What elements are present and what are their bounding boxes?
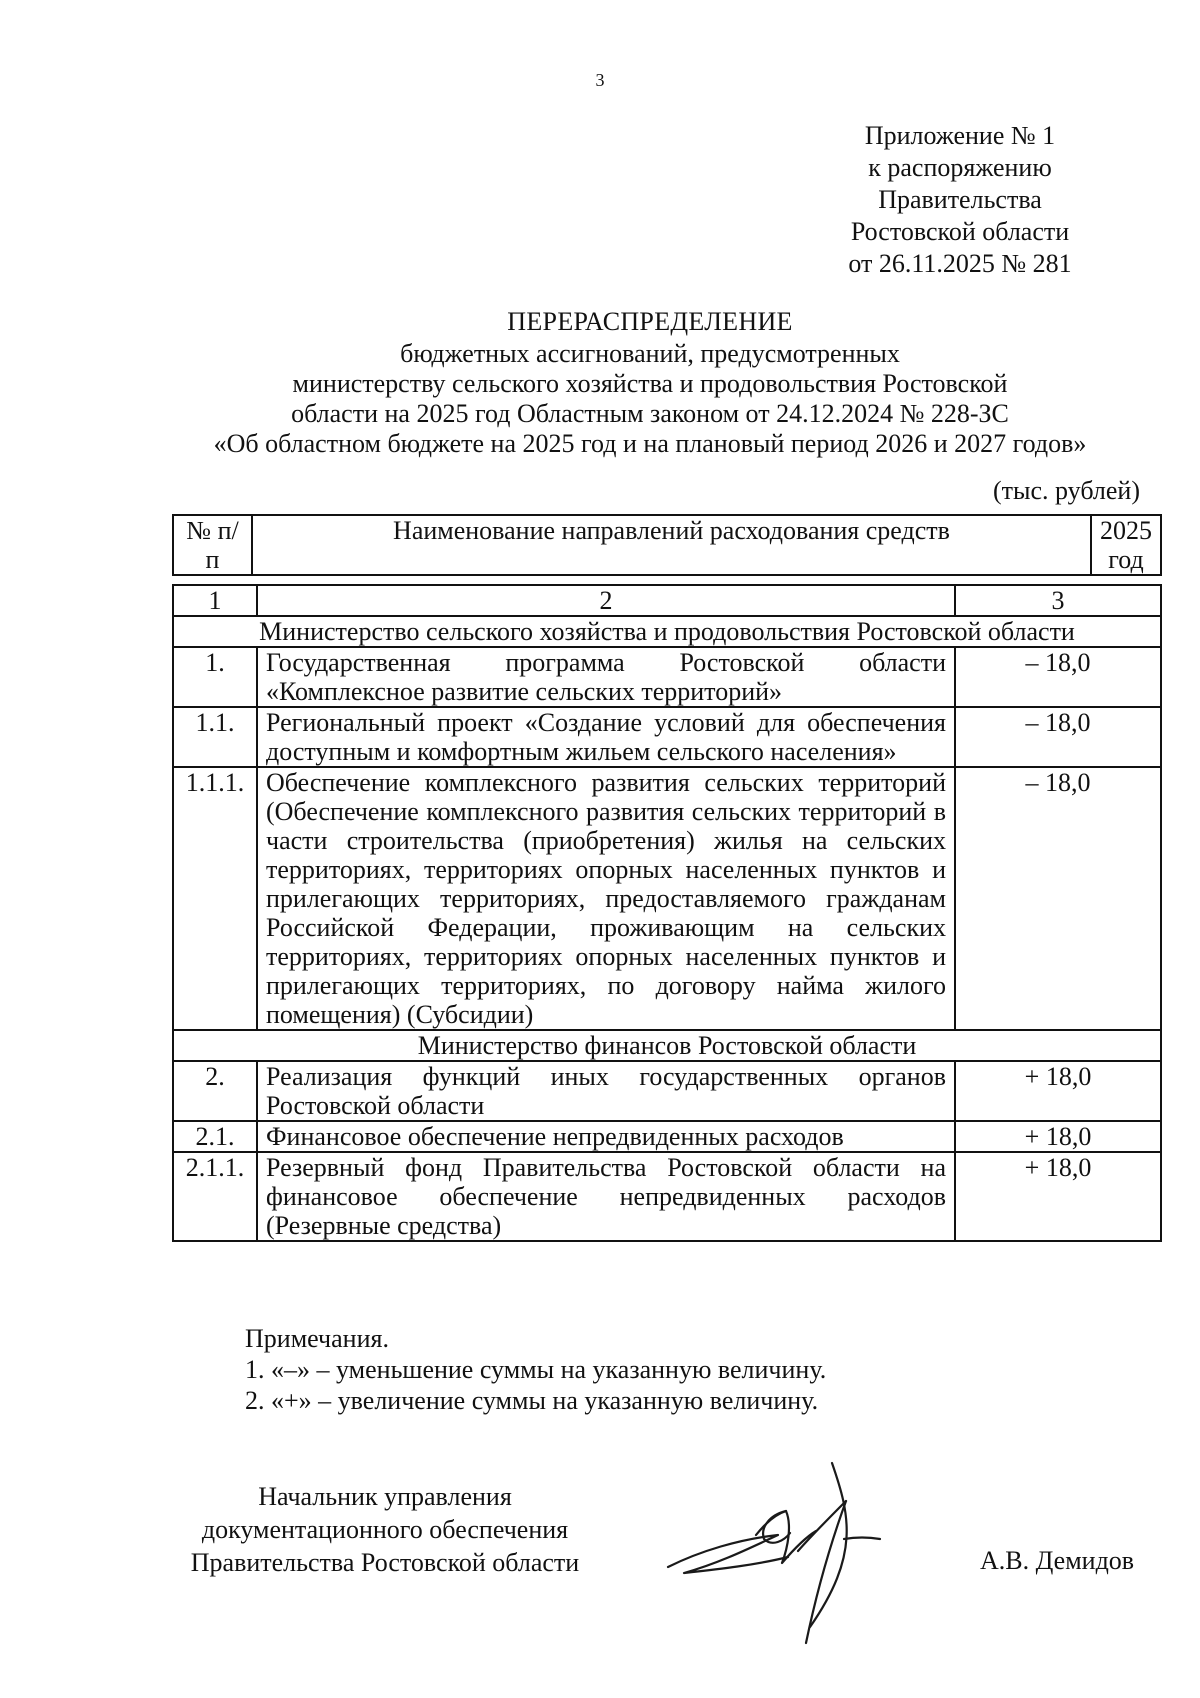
row-value: + 18,0 [955, 1121, 1161, 1152]
table-row [173, 707, 1161, 767]
table-row [173, 1121, 1161, 1152]
budget-table [172, 584, 1162, 1242]
annex-line: Ростовской области [850, 217, 1070, 246]
table-row [173, 647, 1161, 707]
col-number: 1 [173, 585, 257, 616]
row-num: 2.1.1. [173, 1152, 257, 1241]
signer-position-line: Правительства Ростовской области [190, 1548, 580, 1577]
heading-line: области на 2025 год Областным законом от 24.12.2024 № 228-ЗС [291, 399, 1009, 428]
notes-block [245, 1323, 826, 1416]
heading-line: министерству сельского хозяйства и продовольствия Ростовской [292, 369, 1008, 398]
row-value: – 18,0 [955, 767, 1161, 1030]
department-name: Министерство сельского хозяйства и продовольствия Ростовской области [173, 616, 1161, 647]
row-num: 1.1. [173, 707, 257, 767]
annex-line: Приложение № 1 [864, 121, 1056, 150]
document-title: ПЕРЕРАСПРЕДЕЛЕНИЕ [507, 307, 793, 336]
annex-line: Правительства [878, 185, 1042, 214]
row-name: Финансовое обеспечение непредвиденных расходов [257, 1121, 955, 1152]
table-row [173, 1152, 1161, 1241]
row-num: 1.1.1. [173, 767, 257, 1030]
department-row [173, 1030, 1161, 1061]
header-row [173, 515, 1161, 575]
department-row [173, 616, 1161, 647]
handwritten-signature [660, 1455, 920, 1645]
row-name: Резервный фонд Правительства Ростовской области на финансовое обеспечение непредвиденных расходов (Резервные средства) [257, 1152, 955, 1241]
col-number: 3 [955, 585, 1161, 616]
header-name: Наименование направлений расходования средств [252, 515, 1091, 575]
signer-position [155, 1480, 615, 1579]
header-num: № п/п [173, 515, 252, 575]
col-number: 2 [257, 585, 955, 616]
units-label: (тыс. рублей) [992, 476, 1140, 505]
row-num: 1. [173, 647, 257, 707]
row-name: Региональный проект «Создание условий для обеспечения доступным и комфортным жильем сельского населения» [257, 707, 955, 767]
heading-line: «Об областном бюджете на 2025 год и на плановый период 2026 и 2027 годов» [213, 429, 1087, 458]
note-item: 1. «–» – уменьшение суммы на указанную величину. [245, 1355, 827, 1384]
signer-position-line: Начальник управления [258, 1482, 512, 1511]
annex-line: к распоряжению [868, 153, 1052, 182]
row-num: 2.1. [173, 1121, 257, 1152]
notes-title: Примечания. [245, 1324, 389, 1353]
document-heading [150, 307, 1150, 459]
heading-line: бюджетных ассигнований, предусмотренных [400, 339, 900, 368]
row-value: – 18,0 [955, 647, 1161, 707]
row-name: Обеспечение комплексного развития сельских территорий (Обеспечение комплексного развития сельских территорий в части строительства (приобретения) жилья на сельских территориях, территориях опорных населенных пунктов и прилегающих территориях, предоставляемого гражданам Российской Федерации, проживающим на сельских территориях, территориях опорных населенных пунктов и прилегающих территориях, по договору найма жилого помещения) (Субсидии) [257, 767, 955, 1030]
annex-block [820, 120, 1100, 280]
annex-line: от 26.11.2025 № 281 [848, 249, 1072, 278]
row-name: Реализация функций иных государственных органов Ростовской области [257, 1061, 955, 1121]
header-year: 2025 год [1091, 515, 1161, 575]
row-name: Государственная программа Ростовской области «Комплексное развитие сельских территорий» [257, 647, 955, 707]
row-value: + 18,0 [955, 1061, 1161, 1121]
table-row [173, 1061, 1161, 1121]
department-name: Министерство финансов Ростовской области [173, 1030, 1161, 1061]
column-numbers-row [173, 585, 1161, 616]
table-row [173, 767, 1161, 1030]
note-item: 2. «+» – увеличение суммы на указанную величину. [245, 1386, 819, 1415]
row-value: + 18,0 [955, 1152, 1161, 1241]
signer-name: А.В. Демидов [980, 1546, 1135, 1575]
row-value: – 18,0 [955, 707, 1161, 767]
page-number: 3 [595, 70, 605, 90]
signer-position-line: документационного обеспечения [201, 1515, 569, 1544]
row-num: 2. [173, 1061, 257, 1121]
table-header [172, 514, 1162, 576]
